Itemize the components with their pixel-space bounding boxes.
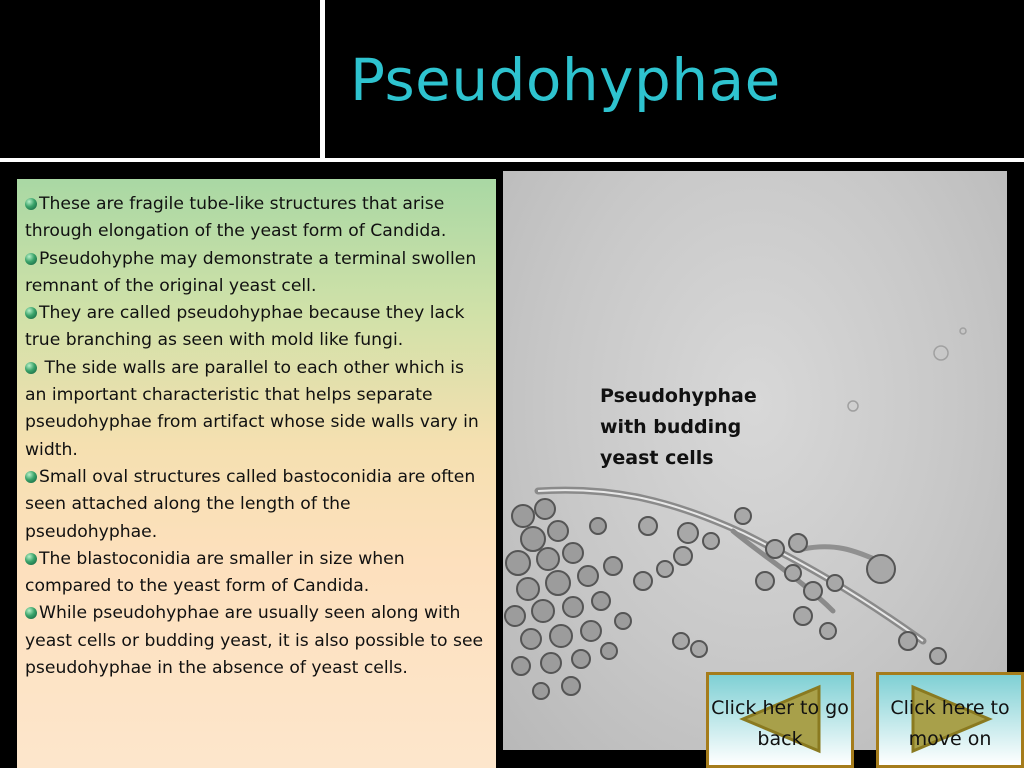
bullet-text: Small oval structures called bastoconidia are often seen attached along the length of the pseudohyphae. — [25, 466, 476, 542]
title-divider-vertical — [320, 0, 325, 160]
green-sphere-bullet-icon — [25, 553, 37, 565]
bullet-item — [25, 246, 488, 301]
bullet-item — [25, 355, 488, 464]
next-button[interactable] — [876, 672, 1024, 768]
bullet-text: The side walls are parallel to each other which is an important characteristic that helps separate pseudohyphae from artifact whose side walls vary in width. — [25, 357, 479, 460]
bullet-item — [25, 546, 488, 601]
micrograph-image — [503, 171, 1007, 750]
bullet-text: While pseudohyphae are usually seen along with yeast cells or budding yeast, it is also possible to see pseudohyphae in the absence of yeast cells. — [25, 603, 484, 679]
back-button-label: Click her to go back — [711, 697, 849, 750]
green-sphere-bullet-icon — [25, 253, 37, 265]
title-divider-horizontal — [0, 158, 1024, 162]
slide-title: Pseudohyphae — [350, 46, 781, 114]
image-caption: Pseudohyphae with budding yeast cells — [600, 385, 757, 469]
green-sphere-bullet-icon — [25, 307, 37, 319]
bullet-text: They are called pseudohyphae because they lack true branching as seen with mold like fungi. — [25, 303, 465, 351]
green-sphere-bullet-icon — [25, 471, 37, 483]
title-left-block — [0, 0, 320, 158]
green-sphere-bullet-icon — [25, 198, 37, 210]
bullet-text: Pseudohyphe may demonstrate a terminal swollen remnant of the original yeast cell. — [25, 248, 477, 296]
bullet-item — [25, 191, 488, 246]
bullet-item — [25, 464, 488, 546]
green-sphere-bullet-icon — [25, 362, 37, 374]
back-button[interactable] — [706, 672, 854, 768]
bullet-text: These are fragile tube-like structures that arise through elongation of the yeast form of Candida. — [25, 194, 447, 242]
text-panel — [17, 179, 496, 768]
bullet-item — [25, 600, 488, 682]
green-sphere-bullet-icon — [25, 607, 37, 619]
bullet-list — [25, 191, 488, 682]
next-button-label: Click here to move on — [890, 697, 1010, 750]
bullet-item — [25, 300, 488, 355]
bullet-text: The blastoconidia are smaller in size when compared to the yeast form of Candida. — [25, 548, 405, 597]
